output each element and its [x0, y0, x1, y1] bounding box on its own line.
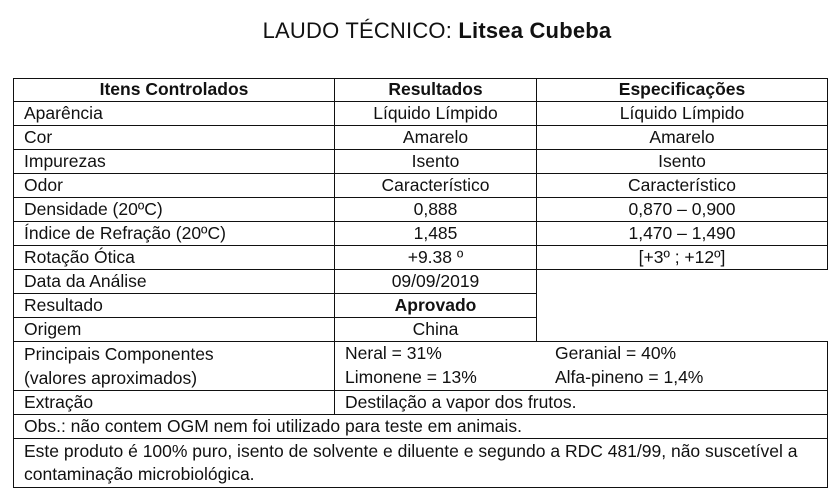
- header-items: Itens Controlados: [14, 79, 335, 102]
- component-alfa-pineno: Alfa-pineno = 1,4%: [555, 367, 704, 388]
- table-row: [14, 222, 828, 246]
- product-name: Litsea Cubeba: [458, 18, 612, 43]
- components-label-line2: (valores aproximados): [24, 368, 198, 388]
- info-item: Origem: [14, 318, 335, 342]
- header-specs: Especificações: [537, 79, 828, 102]
- row-result: Isento: [335, 150, 537, 174]
- origin-value: China: [335, 318, 537, 342]
- row-result: +9.38 º: [335, 246, 537, 270]
- info-item: Data da Análise: [14, 270, 335, 294]
- row-spec: Amarelo: [537, 126, 828, 150]
- component-geranial: Geranial = 40%: [555, 343, 677, 364]
- table-row: [14, 270, 828, 294]
- row-spec: 0,870 – 0,900: [537, 198, 828, 222]
- table-row: [14, 174, 828, 198]
- components-values: [335, 342, 828, 391]
- row-result: Característico: [335, 174, 537, 198]
- table-row: [14, 150, 828, 174]
- table-row: [14, 246, 828, 270]
- components-row: [14, 342, 828, 391]
- row-spec: Isento: [537, 150, 828, 174]
- extraction-value: Destilação a vapor dos frutos.: [335, 391, 828, 415]
- table-header-row: [14, 79, 828, 102]
- row-spec: Característico: [537, 174, 828, 198]
- page-title: [0, 18, 840, 44]
- info-item: Resultado: [14, 294, 335, 318]
- table-row: [14, 102, 828, 126]
- header-results: Resultados: [335, 79, 537, 102]
- row-spec: Líquido Límpido: [537, 102, 828, 126]
- analysis-date: 09/09/2019: [335, 270, 537, 294]
- component-limonene: Limonene = 13%: [345, 367, 477, 388]
- extraction-label: Extração: [14, 391, 335, 415]
- row-item: Rotação Ótica: [14, 246, 335, 270]
- note-row: [14, 439, 828, 488]
- row-result: 0,888: [335, 198, 537, 222]
- obs-row: [14, 415, 828, 439]
- blank-cell: [537, 270, 828, 342]
- row-spec: 1,470 – 1,490: [537, 222, 828, 246]
- components-label-line1: Principais Componentes: [24, 344, 214, 364]
- extraction-row: [14, 391, 828, 415]
- table-row: [14, 126, 828, 150]
- row-item: Índice de Refração (20ºC): [14, 222, 335, 246]
- row-result: Amarelo: [335, 126, 537, 150]
- row-item: Impurezas: [14, 150, 335, 174]
- result-status: Aprovado: [335, 294, 537, 318]
- row-item: Odor: [14, 174, 335, 198]
- row-item: Cor: [14, 126, 335, 150]
- table-row: [14, 198, 828, 222]
- row-result: 1,485: [335, 222, 537, 246]
- obs-note: Obs.: não contem OGM nem foi utilizado para teste em animais.: [14, 415, 828, 439]
- row-item: Aparência: [14, 102, 335, 126]
- technical-report-table: [13, 78, 828, 488]
- row-result: Líquido Límpido: [335, 102, 537, 126]
- component-neral: Neral = 31%: [345, 343, 442, 364]
- title-prefix: LAUDO TÉCNICO:: [262, 18, 453, 43]
- row-item: Densidade (20ºC): [14, 198, 335, 222]
- components-label: [14, 342, 335, 391]
- purity-note: Este produto é 100% puro, isento de solvente e diluente e segundo a RDC 481/99, não suscetível a contaminação microbiológica.: [14, 439, 828, 488]
- row-spec: [+3º ; +12º]: [537, 246, 828, 270]
